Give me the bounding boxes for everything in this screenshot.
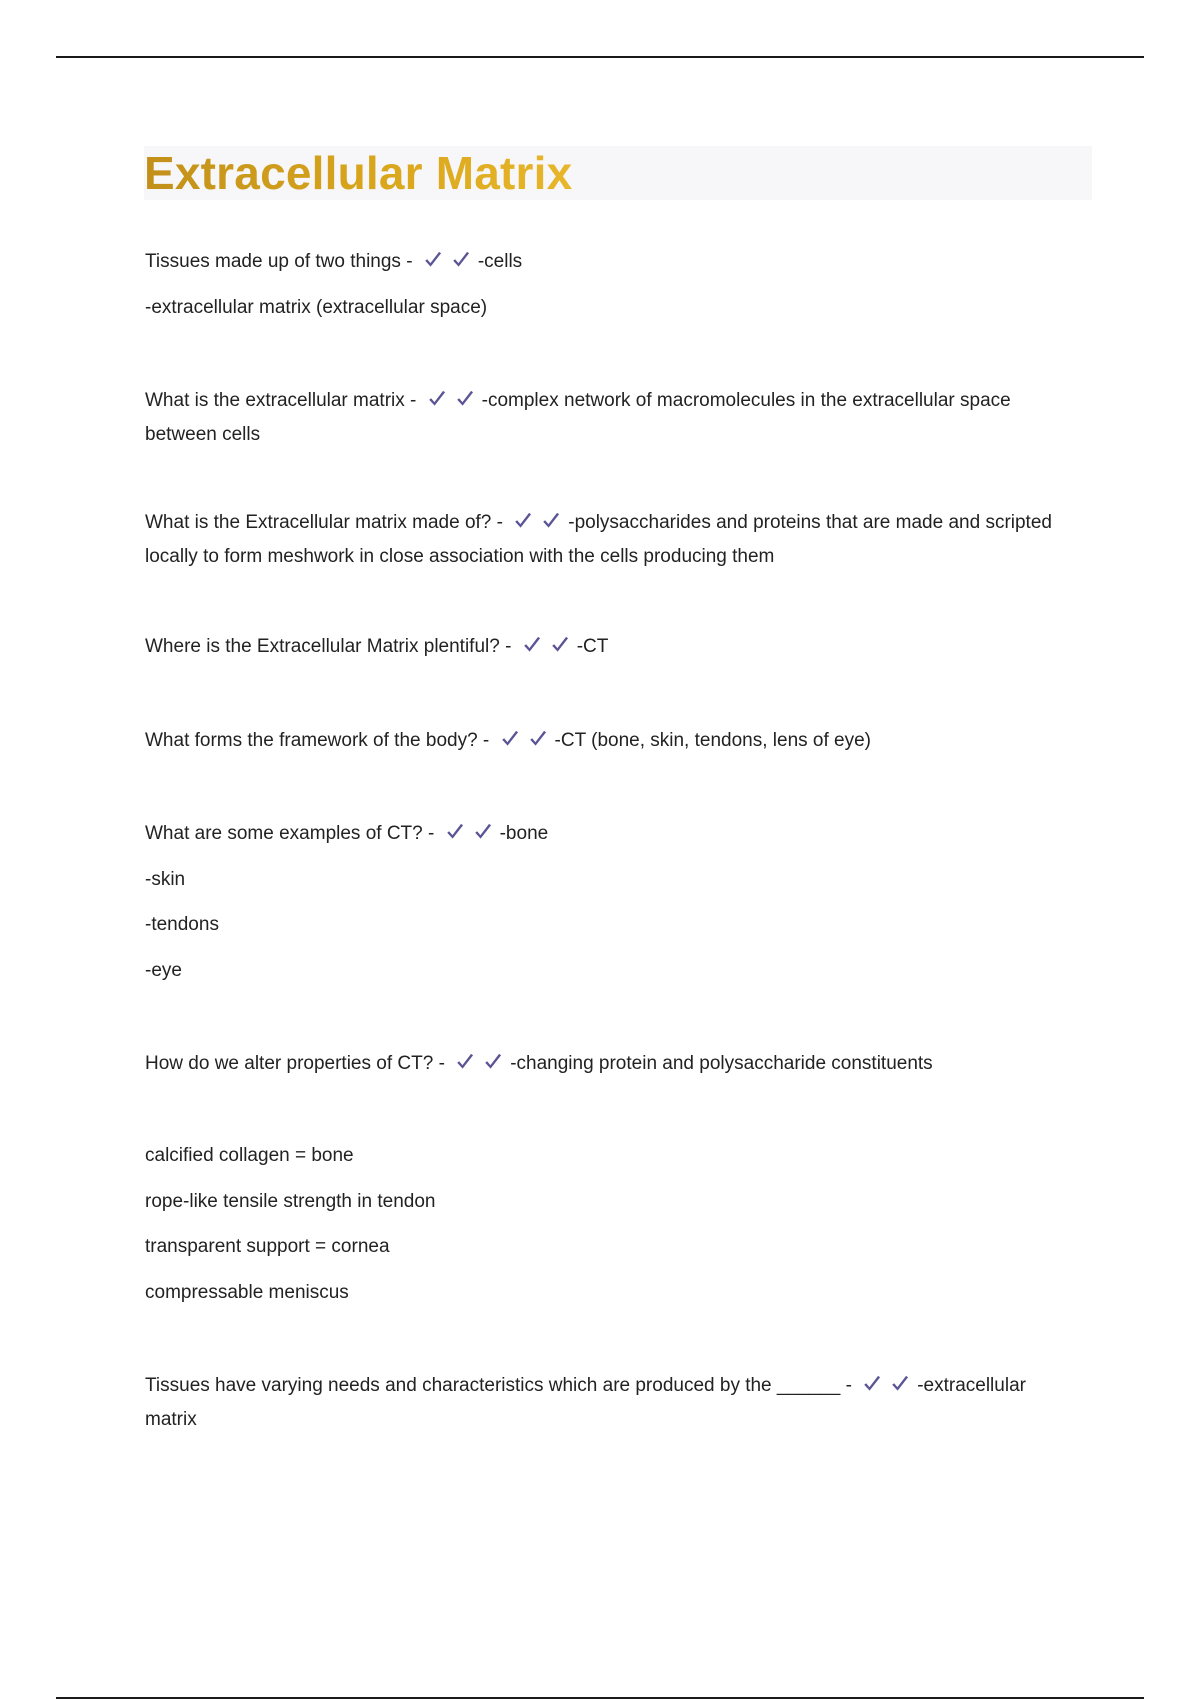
check-pair xyxy=(861,1373,913,1405)
answer-text: -polysaccharides and proteins that are made and scripted locally to form meshwork in close association with the cells producing them xyxy=(145,512,1052,567)
answer-text: -extracellular matrix xyxy=(145,1375,1026,1430)
note-line: transparent support = cornea xyxy=(145,1236,390,1257)
separator: - xyxy=(491,512,509,533)
flashcard-question-line xyxy=(145,726,1075,760)
check-icon xyxy=(521,634,543,656)
separator: - xyxy=(840,1375,858,1396)
flashcard-question-line xyxy=(145,386,1075,450)
check-pair xyxy=(512,510,564,542)
answer-text: -bone xyxy=(499,823,549,844)
check-icon xyxy=(499,728,521,750)
separator: - xyxy=(433,1053,451,1074)
question-text: What is the extracellular matrix xyxy=(145,390,405,411)
check-icon xyxy=(527,728,549,750)
answer-continuation-line: -extracellular matrix (extracellular space) xyxy=(145,297,488,318)
question-text: How do we alter properties of CT? xyxy=(145,1053,434,1074)
check-pair xyxy=(499,728,551,760)
check-icon xyxy=(512,510,534,532)
answer-continuation-line: -tendons xyxy=(145,914,219,935)
question-text: What are some examples of CT? xyxy=(145,823,423,844)
separator: - xyxy=(499,636,517,657)
check-icon xyxy=(454,1051,476,1073)
answer-continuation-line: -skin xyxy=(145,869,186,890)
question-text: What is the Extracellular matrix made of? xyxy=(145,512,492,533)
question-text: Where is the Extracellular Matrix plentiful? xyxy=(145,636,500,657)
check-icon xyxy=(450,249,472,271)
question-text: What forms the framework of the body? xyxy=(145,730,478,751)
check-pair xyxy=(422,249,474,281)
check-icon xyxy=(861,1373,883,1395)
answer-text: -CT (bone, skin, tendons, lens of eye) xyxy=(554,730,872,751)
check-icon xyxy=(444,821,466,843)
answer-text: -cells xyxy=(477,251,523,272)
note-line: calcified collagen = bone xyxy=(145,1145,354,1166)
check-icon xyxy=(422,249,444,271)
flashcard-question-line xyxy=(145,632,1075,666)
check-icon xyxy=(426,388,448,410)
separator: - xyxy=(404,390,422,411)
check-icon xyxy=(889,1373,911,1395)
answer-continuation-line: -eye xyxy=(145,960,182,981)
question-text: Tissues have varying needs and characteristics which are produced by the ______ xyxy=(145,1375,841,1396)
flashcard-question-line xyxy=(145,1049,1075,1083)
check-pair xyxy=(444,821,496,853)
flashcard-question-line xyxy=(145,1371,1075,1435)
note-line: rope-like tensile strength in tendon xyxy=(145,1191,436,1212)
flashcard-question-line xyxy=(145,508,1075,572)
question-text: Tissues made up of two things xyxy=(145,251,401,272)
answer-text: -changing protein and polysaccharide constituents xyxy=(510,1053,933,1074)
check-icon xyxy=(540,510,562,532)
check-pair xyxy=(426,388,478,420)
check-pair xyxy=(454,1051,506,1083)
separator: - xyxy=(400,251,418,272)
flashcard-question-line xyxy=(145,247,1075,281)
check-icon xyxy=(454,388,476,410)
flashcard-question-line xyxy=(145,819,1075,853)
answer-text: -CT xyxy=(576,636,609,657)
page-title: Extracellular Matrix xyxy=(144,147,573,199)
separator: - xyxy=(477,730,495,751)
check-icon xyxy=(549,634,571,656)
separator: - xyxy=(422,823,440,844)
check-icon xyxy=(482,1051,504,1073)
bottom-rule xyxy=(56,1697,1144,1699)
check-icon xyxy=(472,821,494,843)
check-pair xyxy=(521,634,573,666)
answer-text: -complex network of macromolecules in the extracellular space between cells xyxy=(145,390,1011,445)
note-line: compressable meniscus xyxy=(145,1282,349,1303)
